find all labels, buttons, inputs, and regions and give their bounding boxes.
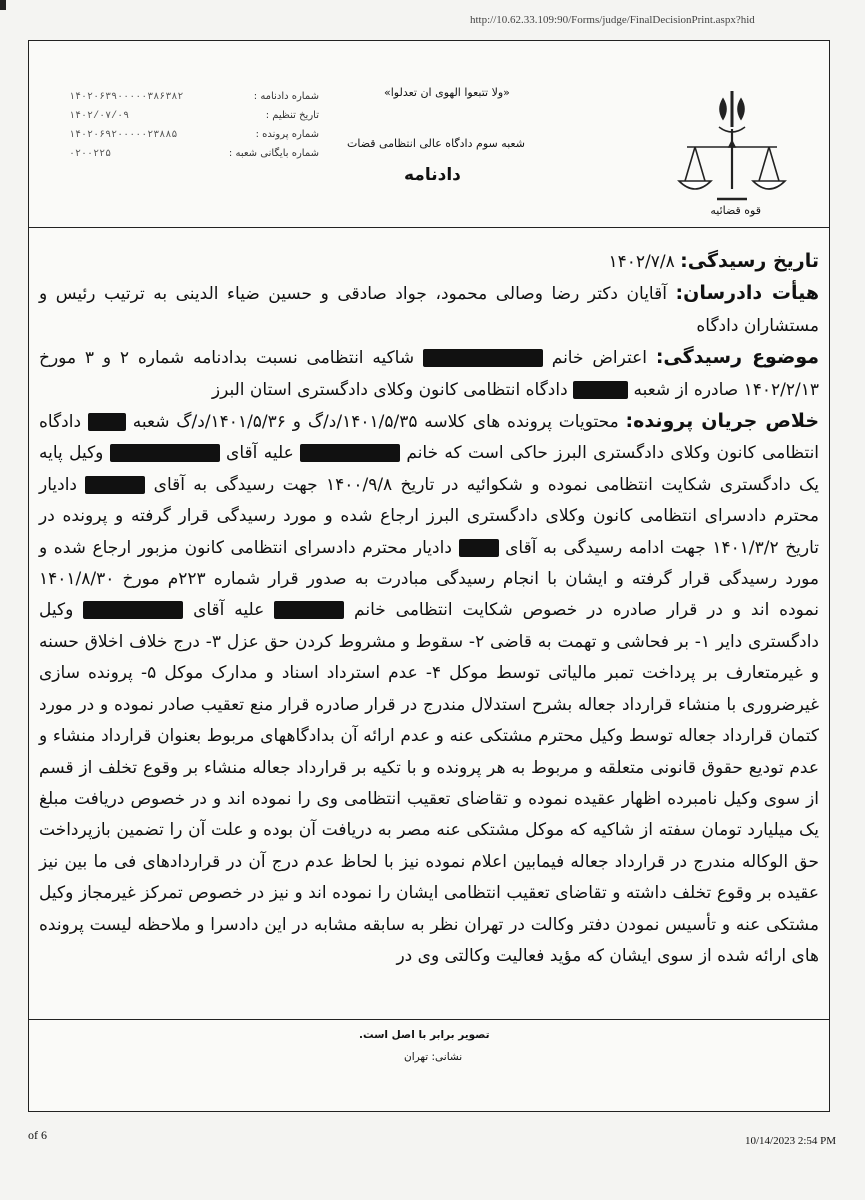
case-metadata: [69, 87, 319, 163]
redaction: [83, 601, 183, 619]
redaction: [459, 539, 499, 557]
hearing-subject: موضوع رسیدگی: اعتراض خانم شاکیه انتظامی نسبت بدادنامه شماره ۲ و ۳ مورخ ۱۴۰۲/۲/۱۳ صادره از شعبه دادگاه انتظامی کانون وکلای دادگستری استان البرز: [39, 346, 819, 400]
hearing-date: تاریخ رسیدگی: ۱۴۰۲/۷/۸: [608, 250, 819, 272]
redaction: [300, 444, 400, 462]
redaction: [573, 381, 628, 399]
page-indicator: of 6: [28, 1128, 47, 1142]
meta-row-date: تاریخ تنظیم : ۱۴۰۲/۰۷/۰۹: [69, 110, 319, 122]
address-note: نشانی: تهران: [404, 1051, 463, 1063]
certified-copy-note: تصویر برابر با اصل است.: [359, 1029, 490, 1041]
judiciary-emblem-icon: [667, 79, 797, 209]
verdict-body: [39, 246, 819, 972]
judges-panel: هیأت دادرسان: آقایان دکتر رضا وصالی محمود، جواد صادقی و حسین ضیاء الدینی به ترتیب رئیس و مستشاران دادگاه: [39, 282, 820, 336]
meta-row-verdict-no: شماره دادنامه : ۱۴۰۲۰۶۳۹۰۰۰۰۰۳۸۶۳۸۲: [69, 91, 319, 103]
header-verse: «ولا تتبعوا الهوی ان تعدلوا»: [384, 86, 510, 99]
footer-divider: [29, 1019, 829, 1020]
document-page: [28, 40, 830, 1112]
meta-row-archive-no: شماره بایگانی شعبه : ۰۲۰۰۲۲۵: [69, 148, 319, 160]
meta-row-case-no: شماره پرونده : ۱۴۰۲۰۶۹۲۰۰۰۰۰۲۳۸۸۵: [69, 129, 319, 141]
print-url: http://10.62.33.109:90/Forms/judge/FinalDecisionPrint.aspx?hid: [470, 14, 755, 26]
redaction: [88, 413, 126, 431]
judiciary-caption: قوه قضائیه: [710, 204, 761, 217]
redaction: [274, 601, 344, 619]
header-divider: [29, 227, 829, 228]
case-summary: خلاص جریان پرونده: محتویات پرونده های کلاسه ۱۴۰۱/۵/۳۵/د/گ و ۱۴۰۱/۵/۳۶/د/گ شعبه دادگاه انتظامی کانون وکلای دادگستری البرز حاکی است که خانم علیه آقای وکیل پایه یک دادگستری شکایت انتظامی نموده و شکوائیه در تاریخ ۱۴۰۰/۹/۸ جهت رسیدگی به آقای دادیار محترم دادسرای انتظامی کانون وکلای دادگستری البرز ارجاع شده و مورد رسیدگی قرار گرفته و پرونده در تاریخ ۱۴۰۱/۳/۲ جهت ادامه رسیدگی به آقای دادیار محترم دادسرای انتظامی کانون مزبور ارجاع شده و مورد رسیدگی قرار گرفته و ایشان با انجام رسیدگی مبادرت به صدور قرار شماره ۲۲۳م مورخ ۱۴۰۱/۸/۳۰ نموده اند و در قرار صادره در خصوص شکایت انتظامی خانم علیه آقای وکیل دادگستری دایر ۱- بر فحاشی و تهمت به قاضی ۲- سقوط و مشروط کردن حق عزل ۳- درج خلاف اخلاق حسنه و غیرمتعارف بر پرداخت تمبر مالیاتی توسط موکل ۴- عدم استرداد اسناد و مدارک موکل ۵- پرونده سازی غیرضروری با منشاء قرارداد جعاله بشرح استدلال مندرج در قرار صادره قرار منع تعقیب صادر نموده و در مورد کتمان قرارداد جعاله توسط وکیل محترم مشتکی عنه و عدم ارائه آن بدادگاههای مربوط بعنوان قرارداد منشاء و عدم تودیع حقوق قانونی متعلقه و مربوط به هر پرونده و با تکیه بر قرارداد جعاله منشاء بر وقوع تخلف از قسم از سوی وکیل نامبرده اظهار عقیده نموده و تقاضای تعقیب انتظامی وی را نموده اند و در خصوص دریافت مبلغ یک میلیارد تومان سفته از شاکیه که موکل مشتکی عنه مصر به دریافت آن بوده و علت آن را تضمین بازپرداخت حق الوکاله مندرج در قرارداد جعاله فیمابین اعلام نموده نیز با لحاظ عدم درج آن در قراردادهای فی ما بین نیز عقیده بر وقوع تخلف داشته و تقاضای تعقیب انتظامی ایشان را نموده اند و نیز در خصوص تمرکز غیرمجاز وکیل مشتکی عنه و تأسیس نمودن دفتر وکالت در تهران نظر به سابقه مشابه در این دادسرا و ملاحظه لیست پرونده های ارائه شده از سوی ایشان که مؤید فعالیت وکالتی وی در: [39, 410, 820, 966]
print-datetime: 10/14/2023 2:54 PM: [745, 1135, 837, 1147]
court-branch: شعبه سوم دادگاه عالی انتظامی قضات: [347, 137, 525, 150]
redaction: [423, 349, 543, 367]
redaction: [85, 476, 145, 494]
document-title: دادنامه: [404, 165, 461, 185]
redaction: [110, 444, 220, 462]
scan-corner-mark: [0, 0, 6, 10]
